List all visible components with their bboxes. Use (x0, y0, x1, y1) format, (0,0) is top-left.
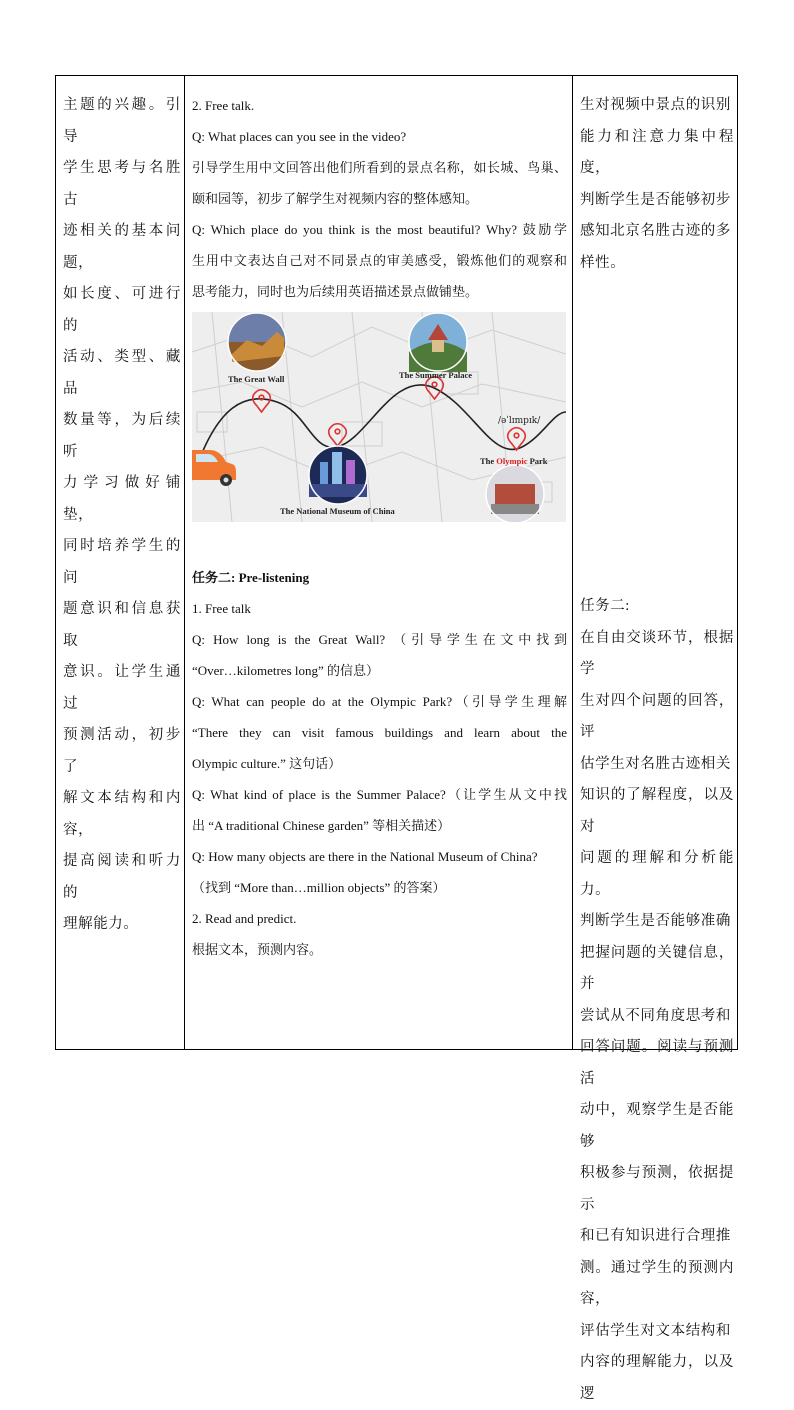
question-line: Q: How long is the Great Wall? （引导学生在文中找到 (192, 632, 567, 647)
olympic-label-park: Park (529, 456, 548, 466)
olympic-park-label (480, 456, 548, 466)
text-line: 生对视频中景点的识别 (580, 97, 731, 113)
question-line: Q: What can people do at the Olympic Park?（引导学生理解 (192, 694, 567, 709)
question-line: Q: How many objects are there in the National Museum of China? (192, 849, 538, 864)
text-line: 感知北京名胜古迹的多 (580, 223, 731, 239)
text-line: 评估学生对文本结构和 (580, 1322, 731, 1339)
national-museum-photo (309, 446, 367, 504)
great-wall-label: The Great Wall (228, 374, 285, 384)
text-line: 数量等，为后续听 (63, 412, 181, 460)
text-line: 估学生对名胜古迹相关 (580, 755, 731, 772)
location-pin-icon (329, 424, 347, 446)
text-line: 判断学生是否能够初步 (580, 191, 731, 208)
great-wall-photo (228, 313, 286, 371)
text-line: 能力和注意力集中程度， (580, 128, 734, 176)
text-line: 如长度、可进行的 (63, 286, 181, 334)
phonetic-label: /əˈlɪmpɪk/ (498, 416, 541, 426)
text-line: 理解能力。 (63, 916, 139, 932)
read-predict-item: 2. Read and predict. (192, 911, 297, 926)
text-line: 尝试从不同角度思考和 (580, 1007, 731, 1024)
text-line: （找到 “More than…million objects” 的答案） (192, 880, 446, 895)
text-line: 思考能力，同时也为后续用英语描述景点做铺垫。 (192, 284, 479, 299)
teaching-activity-column (185, 76, 573, 965)
task2-title: 任务二: Pre-listening (192, 570, 310, 585)
olympic-label-the: The (480, 456, 495, 466)
text-line: 提高阅读和听力的 (63, 853, 181, 901)
text-line: 迹相关的基本问题， (63, 223, 181, 271)
text-line: 同时培养学生的问 (63, 538, 181, 586)
text-line: 学生思考与名胜古 (63, 160, 181, 208)
lesson-table (55, 75, 738, 1402)
text-line: 回答问题。阅读与预测活 (580, 1039, 734, 1087)
free-talk-item: 1. Free talk (192, 601, 251, 616)
text-line: 根据文本，预测内容。 (192, 942, 323, 957)
text-line: 解文本结构和内容， (63, 790, 181, 838)
text-line: 知识的了解程度，以及对 (580, 787, 734, 835)
text-line: 意识。让学生通过 (63, 664, 181, 712)
museum-label: The National Museum of China (280, 506, 395, 516)
evaluation-column (573, 76, 737, 1410)
text-line: 样性。 (580, 254, 626, 271)
question-line: Q: Which place do you think is the most beautiful? Why? 鼓励学 (192, 222, 567, 237)
text-line: 和已有知识进行合理推 (580, 1228, 731, 1244)
text-line: 活动、类型、藏品 (63, 349, 181, 397)
text-line: Olympic culture.” 这句话） (192, 756, 342, 771)
text-line: 题意识和信息获取 (63, 601, 181, 649)
text-line: 生对四个问题的回答，评 (580, 692, 734, 740)
text-line: 在自由交谈环节，根据学 (580, 629, 734, 677)
text-line: “There they can visit famous buildings and learn about the (192, 725, 567, 740)
location-pin-icon (253, 390, 271, 412)
text-line: 颐和园等，初步了解学生对视频内容的整体感知。 (192, 191, 479, 206)
design-intent-column (56, 76, 185, 941)
text-line: 力学习做好铺垫， (63, 475, 181, 523)
text-line: 积极参与预测，依据提示 (580, 1165, 734, 1213)
text-line: 预测活动，初步了 (63, 727, 181, 775)
olympic-park-photo (486, 465, 544, 522)
text-line: “Over…kilometres long” 的信息） (192, 663, 380, 678)
question-line: Q: What places can you see in the video? (192, 129, 407, 144)
landmark-route-map (192, 312, 566, 522)
free-talk-heading: 2. Free talk. (192, 98, 255, 113)
text-line: 问题的理解和分析能力。 (580, 850, 734, 898)
question-line: Q: What kind of place is the Summer Palace?（让学生从文中找 (192, 787, 567, 802)
text-line: 主题的兴趣。引导 (63, 97, 181, 145)
text-line: 把握问题的关键信息，并 (580, 944, 734, 992)
summer-palace-photo (409, 313, 467, 372)
text-line: 内容的理解能力，以及逻 (580, 1354, 734, 1402)
text-line: 动中，观察学生是否能够 (580, 1102, 734, 1150)
olympic-label-word: Olympic (496, 456, 528, 466)
text-line: 判断学生是否能够准确 (580, 913, 731, 929)
text-line: 测。通过学生的预测内容， (580, 1259, 734, 1307)
text-line: 生用中文表达自己对不同景点的审美感受，锻炼他们的观察和 (192, 253, 567, 268)
car-icon (192, 450, 236, 486)
text-line: 引导学生用中文回答出他们所看到的景点名称，如长城、鸟巢、 (192, 160, 567, 175)
text-line: 出 “A traditional Chinese garden” 等相关描述） (192, 818, 451, 833)
task2-label: 任务二: (580, 598, 630, 614)
summer-palace-label: The Summer Palace (399, 370, 473, 380)
